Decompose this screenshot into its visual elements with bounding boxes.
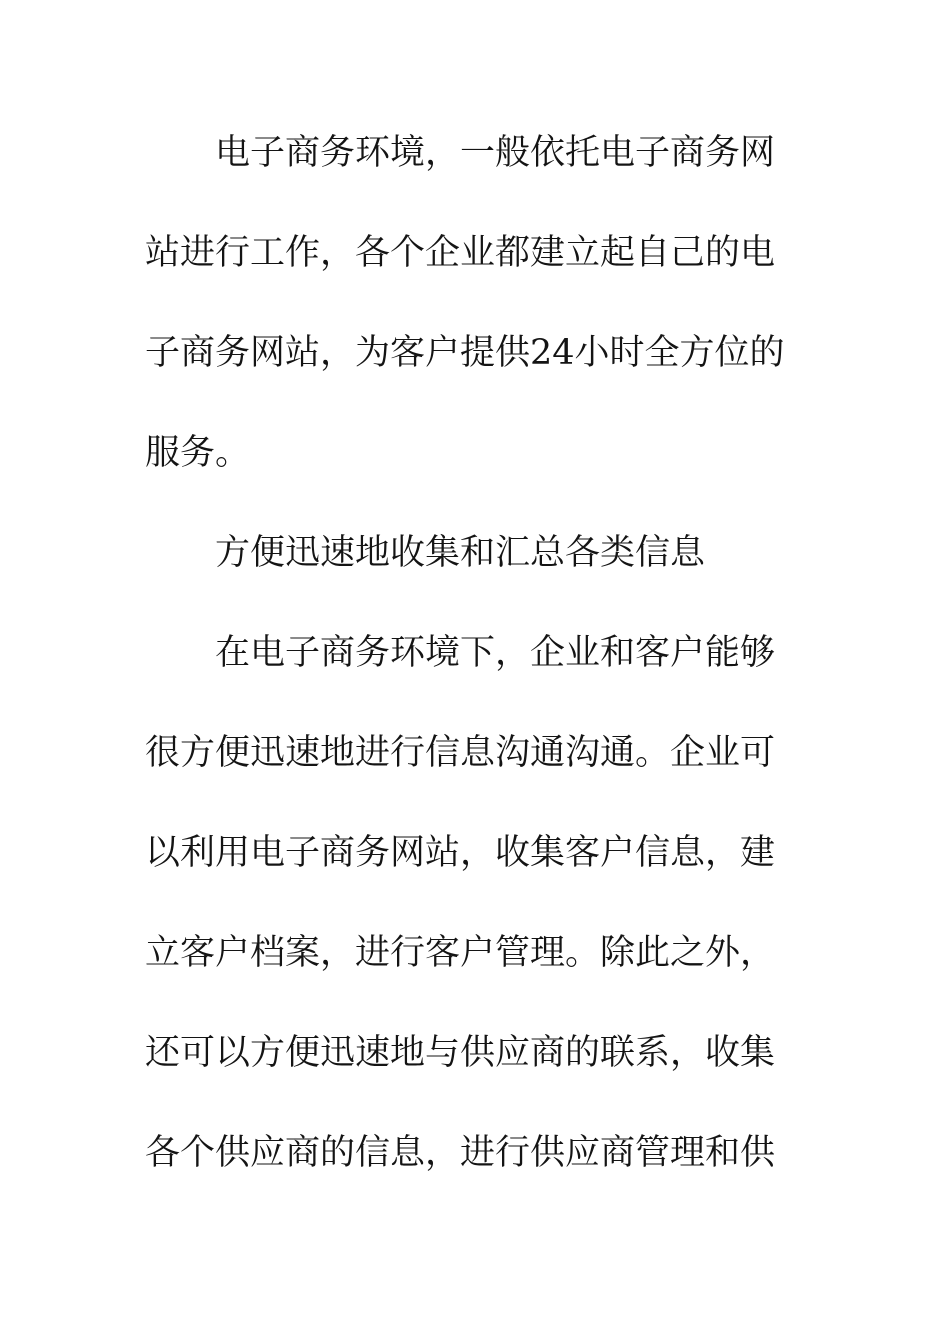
- paragraph-2-line-6: 各个供应商的信息，进行供应商管理和供: [145, 1133, 776, 1173]
- paragraph-1-line-1: 电子商务环境，一般依托电子商务网: [215, 133, 776, 173]
- paragraph-2-line-1: 在电子商务环境下，企业和客户能够: [215, 633, 776, 673]
- paragraph-1-line-3: 子商务网站，为客户提供24小时全方位的: [145, 333, 785, 373]
- paragraph-1-line-2: 站进行工作，各个企业都建立起自己的电: [145, 233, 776, 273]
- section-heading: 方便迅速地收集和汇总各类信息: [215, 533, 706, 573]
- paragraph-1-line-4: 服务。: [145, 433, 251, 473]
- paragraph-2-line-5: 还可以方便迅速地与供应商的联系，收集: [145, 1033, 776, 1073]
- paragraph-2-line-2: 很方便迅速地进行信息沟通沟通。企业可: [145, 733, 776, 773]
- paragraph-2-line-4: 立客户档案，进行客户管理。除此之外，: [145, 933, 776, 973]
- paragraph-2-line-3: 以利用电子商务网站，收集客户信息，建: [145, 833, 776, 873]
